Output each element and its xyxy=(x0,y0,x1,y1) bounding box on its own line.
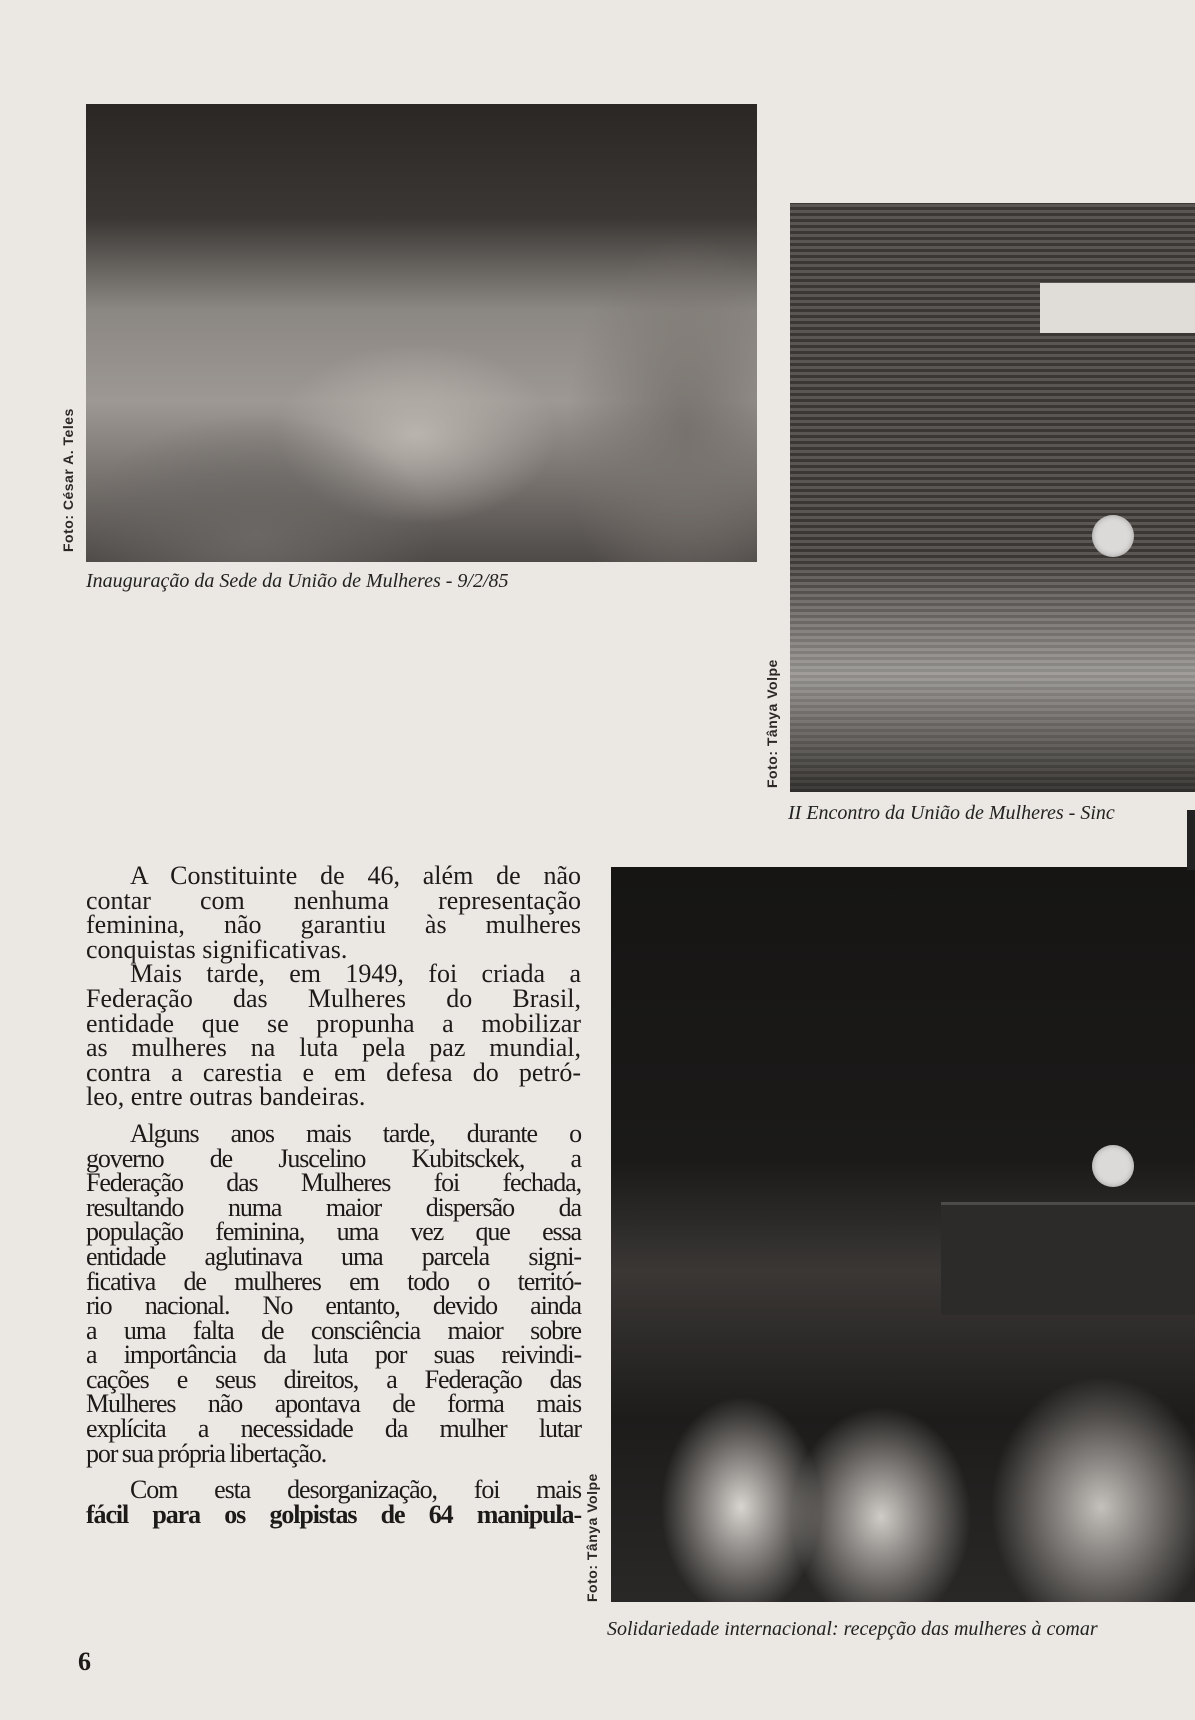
article-line: feminina, não garantiu às mulheres xyxy=(86,910,581,940)
photo-ii-encontro xyxy=(790,203,1195,792)
article-paragraph xyxy=(86,861,581,964)
article-line: por sua própria libertação. xyxy=(86,1438,327,1468)
article-line: Mais tarde, em 1949, foi criada a xyxy=(130,959,581,989)
photo-credit: Foto: César A. Teles xyxy=(60,408,76,552)
photo-caption: Solidariedade internacional: recepção das mulheres à comar xyxy=(607,1618,1098,1640)
article-line: cações e seus direitos, a Federação das xyxy=(86,1364,581,1394)
article-line: entidade que se propunha a mobilizar xyxy=(86,1008,581,1038)
article-line: A Constituinte de 46, além de não xyxy=(130,861,581,890)
article-line: população feminina, uma vez que essa xyxy=(86,1217,581,1247)
photo-inauguracao-sede xyxy=(86,104,757,562)
photo-caption: Inauguração da Sede da União de Mulheres - 9/2/85 xyxy=(86,570,509,592)
article-line: resultando numa maior dispersão da xyxy=(86,1192,581,1222)
article-line: as mulheres na luta pela paz mundial, xyxy=(86,1033,581,1063)
photo-credit: Foto: Tânya Volpe xyxy=(764,659,780,788)
photo-table xyxy=(941,1202,1195,1315)
page-edge-mark xyxy=(1187,810,1195,870)
punch-hole xyxy=(1092,1145,1134,1187)
article-line: ficativa de mulheres em todo o territó- xyxy=(86,1266,581,1296)
article-line: explícita a necessidade da mulher lutar xyxy=(86,1414,581,1444)
page-number: 6 xyxy=(78,1647,91,1676)
article-paragraph xyxy=(86,959,581,1112)
article-line: entidade aglutinava uma parcela signi- xyxy=(86,1241,581,1271)
photo-caption: II Encontro da União de Mulheres - Sinc xyxy=(788,802,1115,824)
article-line: contra a carestia e em defesa do petró- xyxy=(86,1057,581,1087)
article-line: conquistas significativas. xyxy=(86,934,348,964)
article-line: governo de Juscelino Kubitsckek, a xyxy=(86,1143,581,1173)
article-line: Alguns anos mais tarde, durante o xyxy=(130,1118,581,1148)
article-line: Federação das Mulheres do Brasil, xyxy=(86,983,581,1013)
photo-solidariedade-internacional xyxy=(611,867,1195,1602)
article-paragraph xyxy=(86,1118,581,1468)
article-body xyxy=(86,861,581,1529)
article-line: Federação das Mulheres foi fechada, xyxy=(86,1168,581,1198)
article-line: fácil para os golpistas de 64 manipula- xyxy=(86,1499,581,1529)
photo-credit: Foto: Tânya Volpe xyxy=(584,1473,600,1602)
photo-banner xyxy=(1040,283,1195,333)
punch-hole xyxy=(1092,515,1134,557)
article-line: contar com nenhuma representação xyxy=(86,885,581,915)
article-line: rio nacional. No entanto, devido ainda xyxy=(86,1291,581,1321)
article-line: Com esta desorganização, foi mais xyxy=(130,1475,581,1505)
article-paragraph xyxy=(86,1475,581,1529)
article-line: a importância da luta por suas reivindi- xyxy=(86,1340,581,1370)
article-line: leo, entre outras bandeiras. xyxy=(86,1082,366,1112)
article-line: Mulheres não apontava de forma mais xyxy=(86,1389,581,1419)
article-line: a uma falta de consciência maior sobre xyxy=(86,1315,581,1345)
